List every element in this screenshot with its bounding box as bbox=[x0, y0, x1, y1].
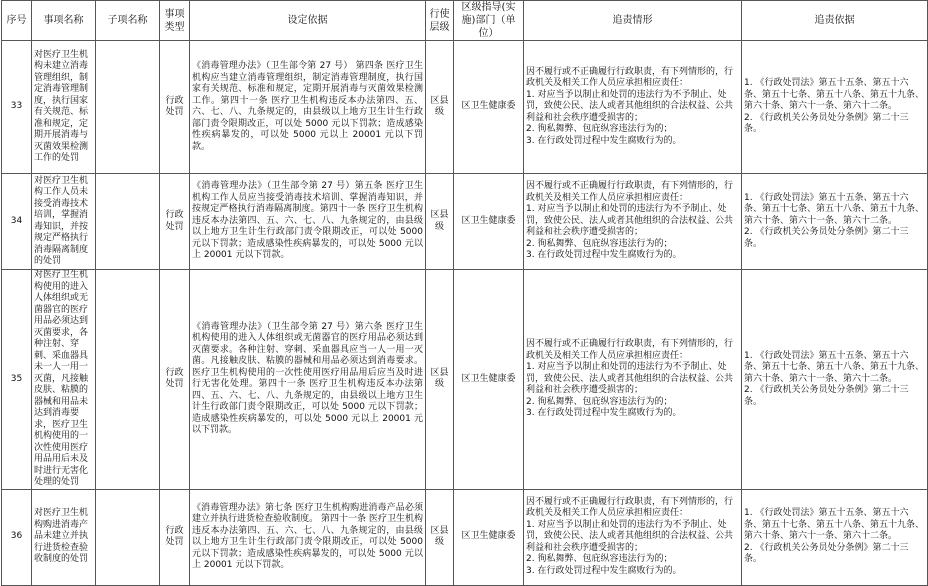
row-liability-situation: 因不履行或不正确履行行政职责，有下列情形的，行政机关及相关工作人员应承担相应责任： 1. 对应当予以制止和处罚的违法行为不予制止、处罚，致使公民、法人或者其他组织的合法权益、公共利益和社会秩序遭受损害的； 2. 徇私舞弊、包庇纵容违法行为的； 3. 在行政处罚过程中发生腐败行为的。 bbox=[524, 41, 742, 174]
row-level: 区县级 bbox=[426, 489, 454, 585]
header-item-name: 事项名称 bbox=[32, 1, 96, 41]
header-liability-basis: 追责依据 bbox=[742, 1, 928, 41]
header-basis: 设定依据 bbox=[190, 1, 426, 41]
row-level: 区县级 bbox=[426, 41, 454, 174]
row-type: 行政处罚 bbox=[160, 174, 190, 270]
row-department: 区卫生健康委 bbox=[454, 489, 524, 585]
row-liability-basis: 1. 《行政处罚法》第五十五条、第五十六条、第五十七条、第五十八条、第五十九条、第六十条、第六十一条、第六十二条。 2. 《行政机关公务员处分条例》第二十三条。 bbox=[742, 41, 928, 174]
header-row bbox=[2, 1, 928, 41]
row-basis: 《消毒管理办法》（卫生部令第 27 号）第五条 医疗卫生机构工作人员应当接受消毒技术培训、掌握消毒知识，并按规定严格执行消毒隔离制度。第四十一条 医疗卫生机构违反本办法第四、五、六、七、八、九条规定的，由县级以上地方卫生计生行政部门责令限期改正，可以处 5000 元以下罚款；造成感染性疾病暴发的，可以处 5000 元以上 20001 元以下罚款。 bbox=[190, 174, 426, 270]
row-item-name: 对医疗卫生机构未建立消毒管理组织，制定消毒管理制度，执行国家有关规范、标准和规定，定期开展消毒与灭菌效果检测工作的处罚 bbox=[32, 41, 96, 174]
row-item-name: 对医疗卫生机构工作人员未接受消毒技术培训，掌握消毒知识，并按规定严格执行消毒隔离制度的处罚 bbox=[32, 174, 96, 270]
row-sub-item bbox=[96, 270, 160, 490]
header-level: 行使层级 bbox=[426, 1, 454, 41]
row-item-name: 对医疗卫生机构购进消毒产品未建立并执行进货检查验收制度的处罚 bbox=[32, 489, 96, 585]
row-basis: 《消毒管理办法》（卫生部令第 27 号）第六条 医疗卫生机构使用的进入人体组织或无菌器官的医疗用品必须达到灭菌要求。各种注射、穿刺、采血器具应当一人一用一灭菌。凡接触皮肤、粘膜的器械和用品必须达到消毒要求。医疗卫生机构使用的一次性使用医疗用品用后应当及时进行无害化处理。第四十一条 医疗卫生机构违反本办法第四、五、六、七、八、九条规定的，由县级以上地方卫生计生行政部门责令限期改正，可以处 5000 元以下罚款；造成感染性疾病暴发的，可以处 5000 元以上 20001 元以下罚款。 bbox=[190, 270, 426, 490]
header-department: 区级指导(实施)部门（单位） bbox=[454, 1, 524, 41]
row-liability-basis: 1. 《行政处罚法》第五十五条、第五十六条、第五十七条、第五十八条、第五十九条、第六十条、第六十一条、第六十二条。 2. 《行政机关公务员处分条例》第二十三条。 bbox=[742, 174, 928, 270]
row-type: 行政处罚 bbox=[160, 270, 190, 490]
table-row bbox=[2, 270, 928, 490]
row-level: 区县级 bbox=[426, 174, 454, 270]
row-liability-basis: 1. 《行政处罚法》第五十五条、第五十六条、第五十七条、第五十八条、第五十九条、第六十条、第六十一条、第六十二条。 2. 《行政机关公务员处分条例》第二十三条。 bbox=[742, 270, 928, 490]
row-liability-situation: 因不履行或不正确履行行政职责，有下列情形的，行政机关及相关工作人员应承担相应责任： 1. 对应当予以制止和处罚的违法行为不予制止、处罚，致使公民、法人或者其他组织的合法权益、公共利益和社会秩序遭受损害的； 2. 徇私舞弊、包庇纵容违法行为的； 3. 在行政处罚过程中发生腐败行为的。 bbox=[524, 270, 742, 490]
table-row bbox=[2, 174, 928, 270]
row-sub-item bbox=[96, 489, 160, 585]
header-liability-situation: 追责情形 bbox=[524, 1, 742, 41]
row-item-name: 对医疗卫生机构使用的进入人体组织或无菌器官的医疗用品必须达到灭菌要求，各种注射、穿刺、采血器具未一人一用一灭菌，凡接触皮肤、粘膜的器械和用品未达到消毒要求，医疗卫生机构使用的一次性使用医疗用品用后未及时进行无害化处理的处罚 bbox=[32, 270, 96, 490]
row-department: 区卫生健康委 bbox=[454, 174, 524, 270]
row-department: 区卫生健康委 bbox=[454, 41, 524, 174]
row-department: 区卫生健康委 bbox=[454, 270, 524, 490]
row-liability-situation: 因不履行或不正确履行行政职责，有下列情形的，行政机关及相关工作人员应承担相应责任： 1. 对应当予以制止和处罚的违法行为不予制止、处罚，致使公民、法人或者其他组织的合法权益、公共利益和社会秩序遭受损害的； 2. 徇私舞弊、包庇纵容违法行为的； 3. 在行政处罚过程中发生腐败行为的。 bbox=[524, 489, 742, 585]
header-seq: 序号 bbox=[2, 1, 32, 41]
row-liability-basis: 1. 《行政处罚法》第五十五条、第五十六条、第五十七条、第五十八条、第五十九条、第六十条、第六十一条、第六十二条。 2. 《行政机关公务员处分条例》第二十三条。 bbox=[742, 489, 928, 585]
row-seq: 35 bbox=[2, 270, 32, 490]
liability-table bbox=[1, 0, 928, 586]
row-seq: 34 bbox=[2, 174, 32, 270]
row-level: 区县级 bbox=[426, 270, 454, 490]
header-sub-item: 子项名称 bbox=[96, 1, 160, 41]
row-liability-situation: 因不履行或不正确履行行政职责，有下列情形的，行政机关及相关工作人员应承担相应责任： 1. 对应当予以制止和处罚的违法行为不予制止、处罚，致使公民、法人或者其他组织的合法权益、公共利益和社会秩序遭受损害的； 2. 徇私舞弊、包庇纵容违法行为的； 3. 在行政处罚过程中发生腐败行为的。 bbox=[524, 174, 742, 270]
row-basis: 《消毒管理办法》第七条 医疗卫生机构购进消毒产品必须建立并执行进货检查验收制度。 第四十一条 医疗卫生机构违反本办法第四、五、六、七、八、九条规定的，由县级以上地方卫生计生行政部门责令限期改正，可以处 5000 元以下罚款；造成感染性疾病暴发的，可以处 5000 元以上 20001 元以下罚款。 bbox=[190, 489, 426, 585]
table-row bbox=[2, 41, 928, 174]
header-item-type: 事项类型 bbox=[160, 1, 190, 41]
row-type: 行政处罚 bbox=[160, 41, 190, 174]
row-sub-item bbox=[96, 41, 160, 174]
table-row bbox=[2, 489, 928, 585]
row-seq: 36 bbox=[2, 489, 32, 585]
row-seq: 33 bbox=[2, 41, 32, 174]
row-sub-item bbox=[96, 174, 160, 270]
row-type: 行政处罚 bbox=[160, 489, 190, 585]
row-basis: 《消毒管理办法》（卫生部令第 27 号） 第四条 医疗卫生机构应当建立消毒管理组织，制定消毒管理制度，执行国家有关规范、标准和规定，定期开展消毒与灭菌效果检测工作。第四十一条 医疗卫生机构违反本办法第四、五、六、七、八、九条规定的，由县级以上地方卫生计生行政部门责令限期改正，可以处 5000 元以下罚款；造成感染性疾病暴发的，可以处 5000 元以上 20001 元以下罚款。 bbox=[190, 41, 426, 174]
